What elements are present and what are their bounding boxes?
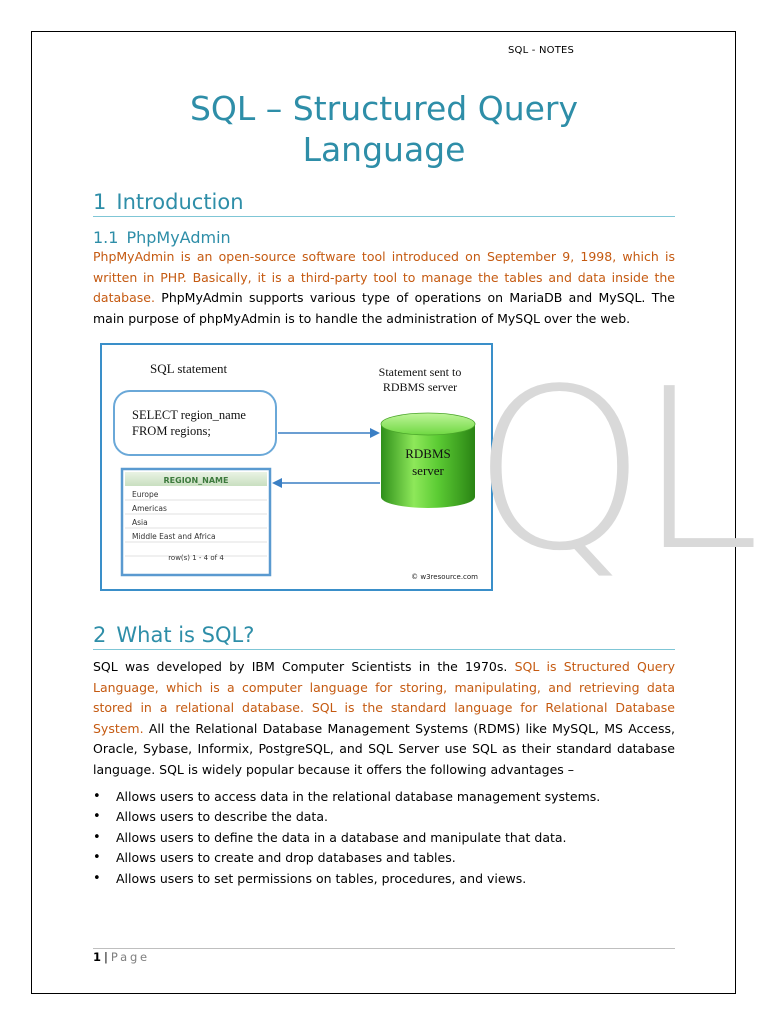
what-is-sql-intro: SQL was developed by IBM Computer Scientists in the 1970s.	[93, 659, 515, 674]
watermark-text: QL	[472, 342, 751, 600]
title-line-1: SQL – Structured Query	[189, 89, 579, 128]
document-title	[93, 88, 675, 170]
bullet-icon: •	[93, 789, 101, 804]
arrow-to-server-head	[370, 428, 380, 438]
section-2-heading	[93, 623, 675, 650]
subsection-1-1-number: 1.1	[93, 228, 119, 247]
result-table-header: REGION_NAME	[163, 476, 229, 485]
bullet-icon: •	[93, 850, 101, 866]
list-item: • Allows users to set permissions on tables, procedures, and views.	[93, 869, 675, 889]
bullet-icon: •	[93, 809, 101, 825]
phpmyadmin-intro-highlight: PhpMyAdmin is an open-source software tool introduced on September 9, 1998, which is written in PHP. Basically, it is a third-party tool to manage the tables and data inside the database.	[93, 249, 675, 305]
advantages-list	[93, 787, 675, 889]
arrow-to-result-head	[272, 478, 282, 488]
database-cylinder-top	[381, 413, 475, 435]
table-row-3: Asia	[132, 518, 148, 527]
list-item: • Allows users to create and drop databases and tables.	[93, 848, 675, 868]
section-2-title: What is SQL?	[116, 623, 255, 647]
sql-statement-label: SQL statement	[150, 361, 228, 376]
phpmyadmin-intro-rest: PhpMyAdmin supports various type of operations on MariaDB and MySQL. The main purpose of phpMyAdmin is to handle the administration of MySQL over the web.	[93, 290, 675, 326]
subsection-1-1-title: PhpMyAdmin	[126, 228, 231, 247]
footer-separator: |	[104, 950, 108, 964]
bullet-icon: •	[93, 870, 101, 886]
title-line-2: Language	[302, 130, 466, 169]
sent-label-line-1: Statement sent to	[378, 365, 462, 379]
table-footer: row(s) 1 - 4 of 4	[168, 554, 224, 562]
subsection-1-1-heading	[93, 228, 231, 247]
what-is-sql-rest: All the Relational Database Management Systems (RDMS) like MySQL, MS Access, Oracle, Sybase, Informix, PostgreSQL, and SQL Server use SQL as their standard database language. SQL is widely popular because it offers the following advantages –	[93, 720, 675, 777]
what-is-sql-highlight: SQL is Structured Query Language, which is a computer language for storing, manipulating, and retrieving data stored in a relational database. SQL is the standard language for Relational Database System.	[93, 659, 675, 736]
page-word: Page	[110, 950, 150, 964]
list-item: • Allows users to access data in the relational database management systems.	[93, 787, 675, 807]
table-row-1: Europe	[132, 490, 159, 499]
what-is-sql-paragraph	[93, 657, 675, 780]
bullet-icon: •	[93, 829, 101, 845]
db-label-line-1: RDBMS	[405, 446, 451, 461]
section-1-title: Introduction	[116, 190, 244, 214]
section-1-number: 1	[93, 190, 107, 214]
query-line-1: SELECT region_name	[132, 408, 246, 422]
sql-watermark	[472, 342, 751, 600]
list-item: • Allows users to describe the data.	[93, 807, 675, 827]
query-bubble	[114, 391, 276, 455]
running-header: SQL - NOTES	[508, 45, 575, 56]
sent-label-line-2: RDBMS server	[382, 380, 458, 394]
section-2-number: 2	[93, 623, 107, 647]
section-1-heading	[93, 190, 675, 217]
table-row-2: Americas	[132, 504, 167, 513]
diagram-credit: © w3resource.com	[411, 573, 478, 581]
sql-flow-diagram	[100, 343, 493, 591]
page-number: 1	[93, 950, 102, 964]
db-label-line-2: server	[412, 463, 444, 478]
diagram-svg	[102, 345, 491, 589]
list-item: • Allows users to define the data in a database and manipulate that data.	[93, 828, 675, 848]
query-line-2: FROM regions;	[132, 424, 211, 438]
page-footer	[93, 950, 150, 964]
footer-rule	[93, 948, 675, 949]
phpmyadmin-paragraph	[93, 247, 675, 329]
table-row-4: Middle East and Africa	[132, 532, 216, 541]
